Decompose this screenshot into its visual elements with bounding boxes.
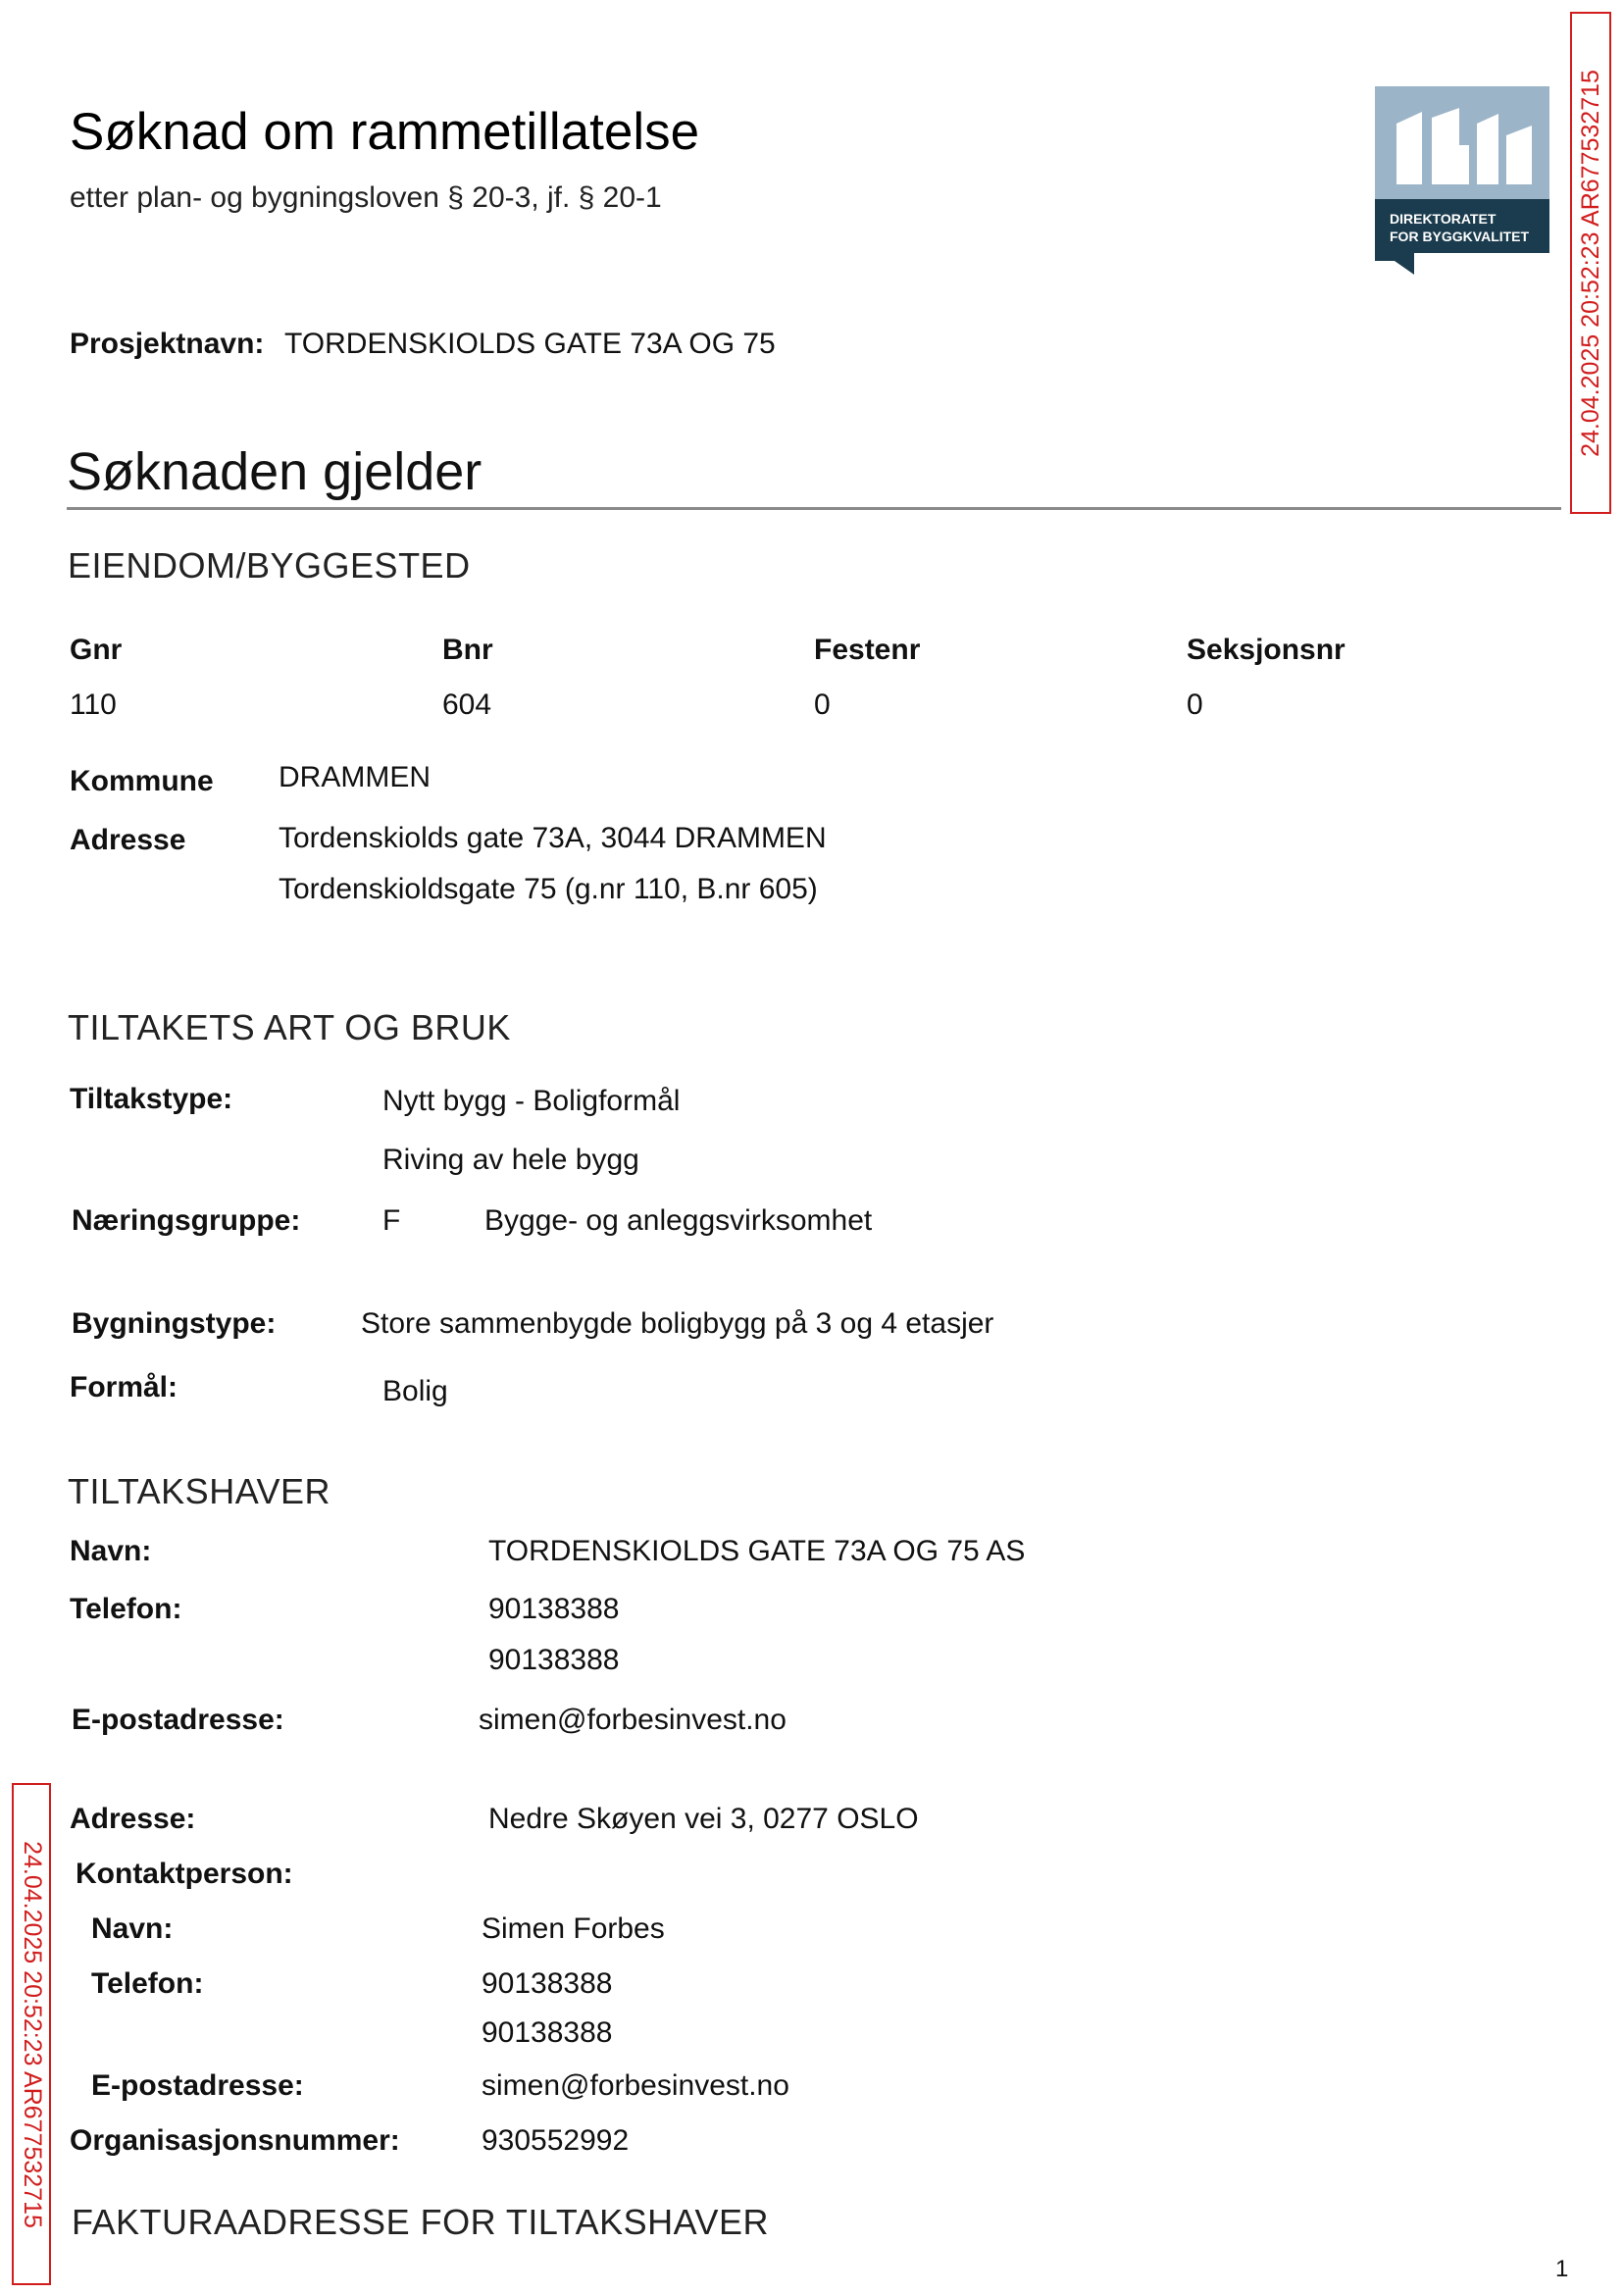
dibk-logo (1375, 86, 1549, 275)
formal-value: Bolig (382, 1375, 448, 1407)
logo-text: DIREKTORATET FOR BYGGKVALITET (1390, 211, 1530, 244)
festenr-value: 0 (814, 688, 831, 721)
naeringsgruppe-value: Bygge- og anleggsvirksomhet (484, 1204, 873, 1237)
project-value: TORDENSKIOLDS GATE 73A OG 75 (284, 328, 776, 360)
bnr-label: Bnr (442, 634, 493, 666)
project-label: Prosjektnavn: (70, 328, 265, 360)
kontakt-epost-label: E-postadresse: (91, 2069, 304, 2102)
org-value: 930552992 (482, 2124, 630, 2157)
naeringsgruppe-code: F (382, 1204, 401, 1237)
kommune-label: Kommune (70, 765, 214, 797)
telefon-label: Telefon: (70, 1593, 182, 1625)
bygningstype-label: Bygningstype: (72, 1307, 277, 1340)
naeringsgruppe-label: Næringsgruppe: (72, 1204, 301, 1237)
kontakt-telefon-value: 90138388 (482, 1967, 613, 2000)
adresse-line: Tordenskiolds gate 73A, 3044 DRAMMEN (279, 822, 827, 854)
timestamp-stamp: 24.04.2025 20:52:23 AR677532715 (12, 1783, 51, 2285)
bygningstype-value: Store sammenbygde boligbygg på 3 og 4 etasjer (361, 1307, 994, 1340)
tiltakshaver-heading: TILTAKSHAVER (68, 1471, 331, 1511)
gnr-value: 110 (70, 688, 117, 721)
navn-label: Navn: (70, 1535, 152, 1567)
formal-label: Formål: (70, 1371, 178, 1403)
tiltakstype-value: Riving av hele bygg (382, 1144, 639, 1176)
eiendom-heading: EIENDOM/BYGGESTED (68, 545, 471, 586)
navn-value: TORDENSKIOLDS GATE 73A OG 75 AS (488, 1535, 1026, 1567)
timestamp-stamp: 24.04.2025 20:52:23 AR677532715 (1570, 12, 1611, 514)
org-label: Organisasjonsnummer: (70, 2124, 400, 2157)
kontaktperson-label: Kontaktperson: (76, 1858, 293, 1890)
kontakt-epost-value: simen@forbesinvest.no (482, 2069, 789, 2102)
bnr-value: 604 (442, 688, 492, 721)
telefon-value: 90138388 (488, 1644, 620, 1676)
faktura-heading: FAKTURAADRESSE FOR TILTAKSHAVER (72, 2202, 769, 2242)
tiltakstype-label: Tiltakstype: (70, 1083, 233, 1115)
seksjonsnr-value: 0 (1187, 688, 1203, 721)
epost-label: E-postadresse: (72, 1704, 284, 1736)
document-title: Søknad om rammetillatelse (70, 103, 700, 161)
adresse-line: Tordenskioldsgate 75 (g.nr 110, B.nr 605) (279, 873, 818, 905)
kontakt-navn-label: Navn: (91, 1912, 174, 1945)
tiltakstype-value: Nytt bygg - Boligformål (382, 1085, 681, 1117)
section-divider (67, 507, 1561, 510)
gnr-label: Gnr (70, 634, 123, 666)
epost-value: simen@forbesinvest.no (479, 1704, 787, 1736)
kontakt-telefon-label: Telefon: (91, 1967, 204, 2000)
tiltak-heading: TILTAKETS ART OG BRUK (68, 1007, 511, 1047)
adresse-value: Nedre Skøyen vei 3, 0277 OSLO (488, 1803, 919, 1835)
kommune-value: DRAMMEN (279, 761, 431, 793)
document-subtitle: etter plan- og bygningsloven § 20-3, jf. § 20-1 (70, 181, 662, 214)
adresse-label: Adresse: (70, 1803, 196, 1835)
page-number: 1 (1555, 2256, 1569, 2282)
seksjonsnr-label: Seksjonsnr (1187, 634, 1345, 666)
kontakt-navn-value: Simen Forbes (482, 1912, 665, 1945)
adresse-label: Adresse (70, 824, 186, 856)
telefon-value: 90138388 (488, 1593, 620, 1625)
section-title: Søknaden gjelder (67, 442, 482, 501)
festenr-label: Festenr (814, 634, 921, 666)
kontakt-telefon-value: 90138388 (482, 2016, 613, 2049)
